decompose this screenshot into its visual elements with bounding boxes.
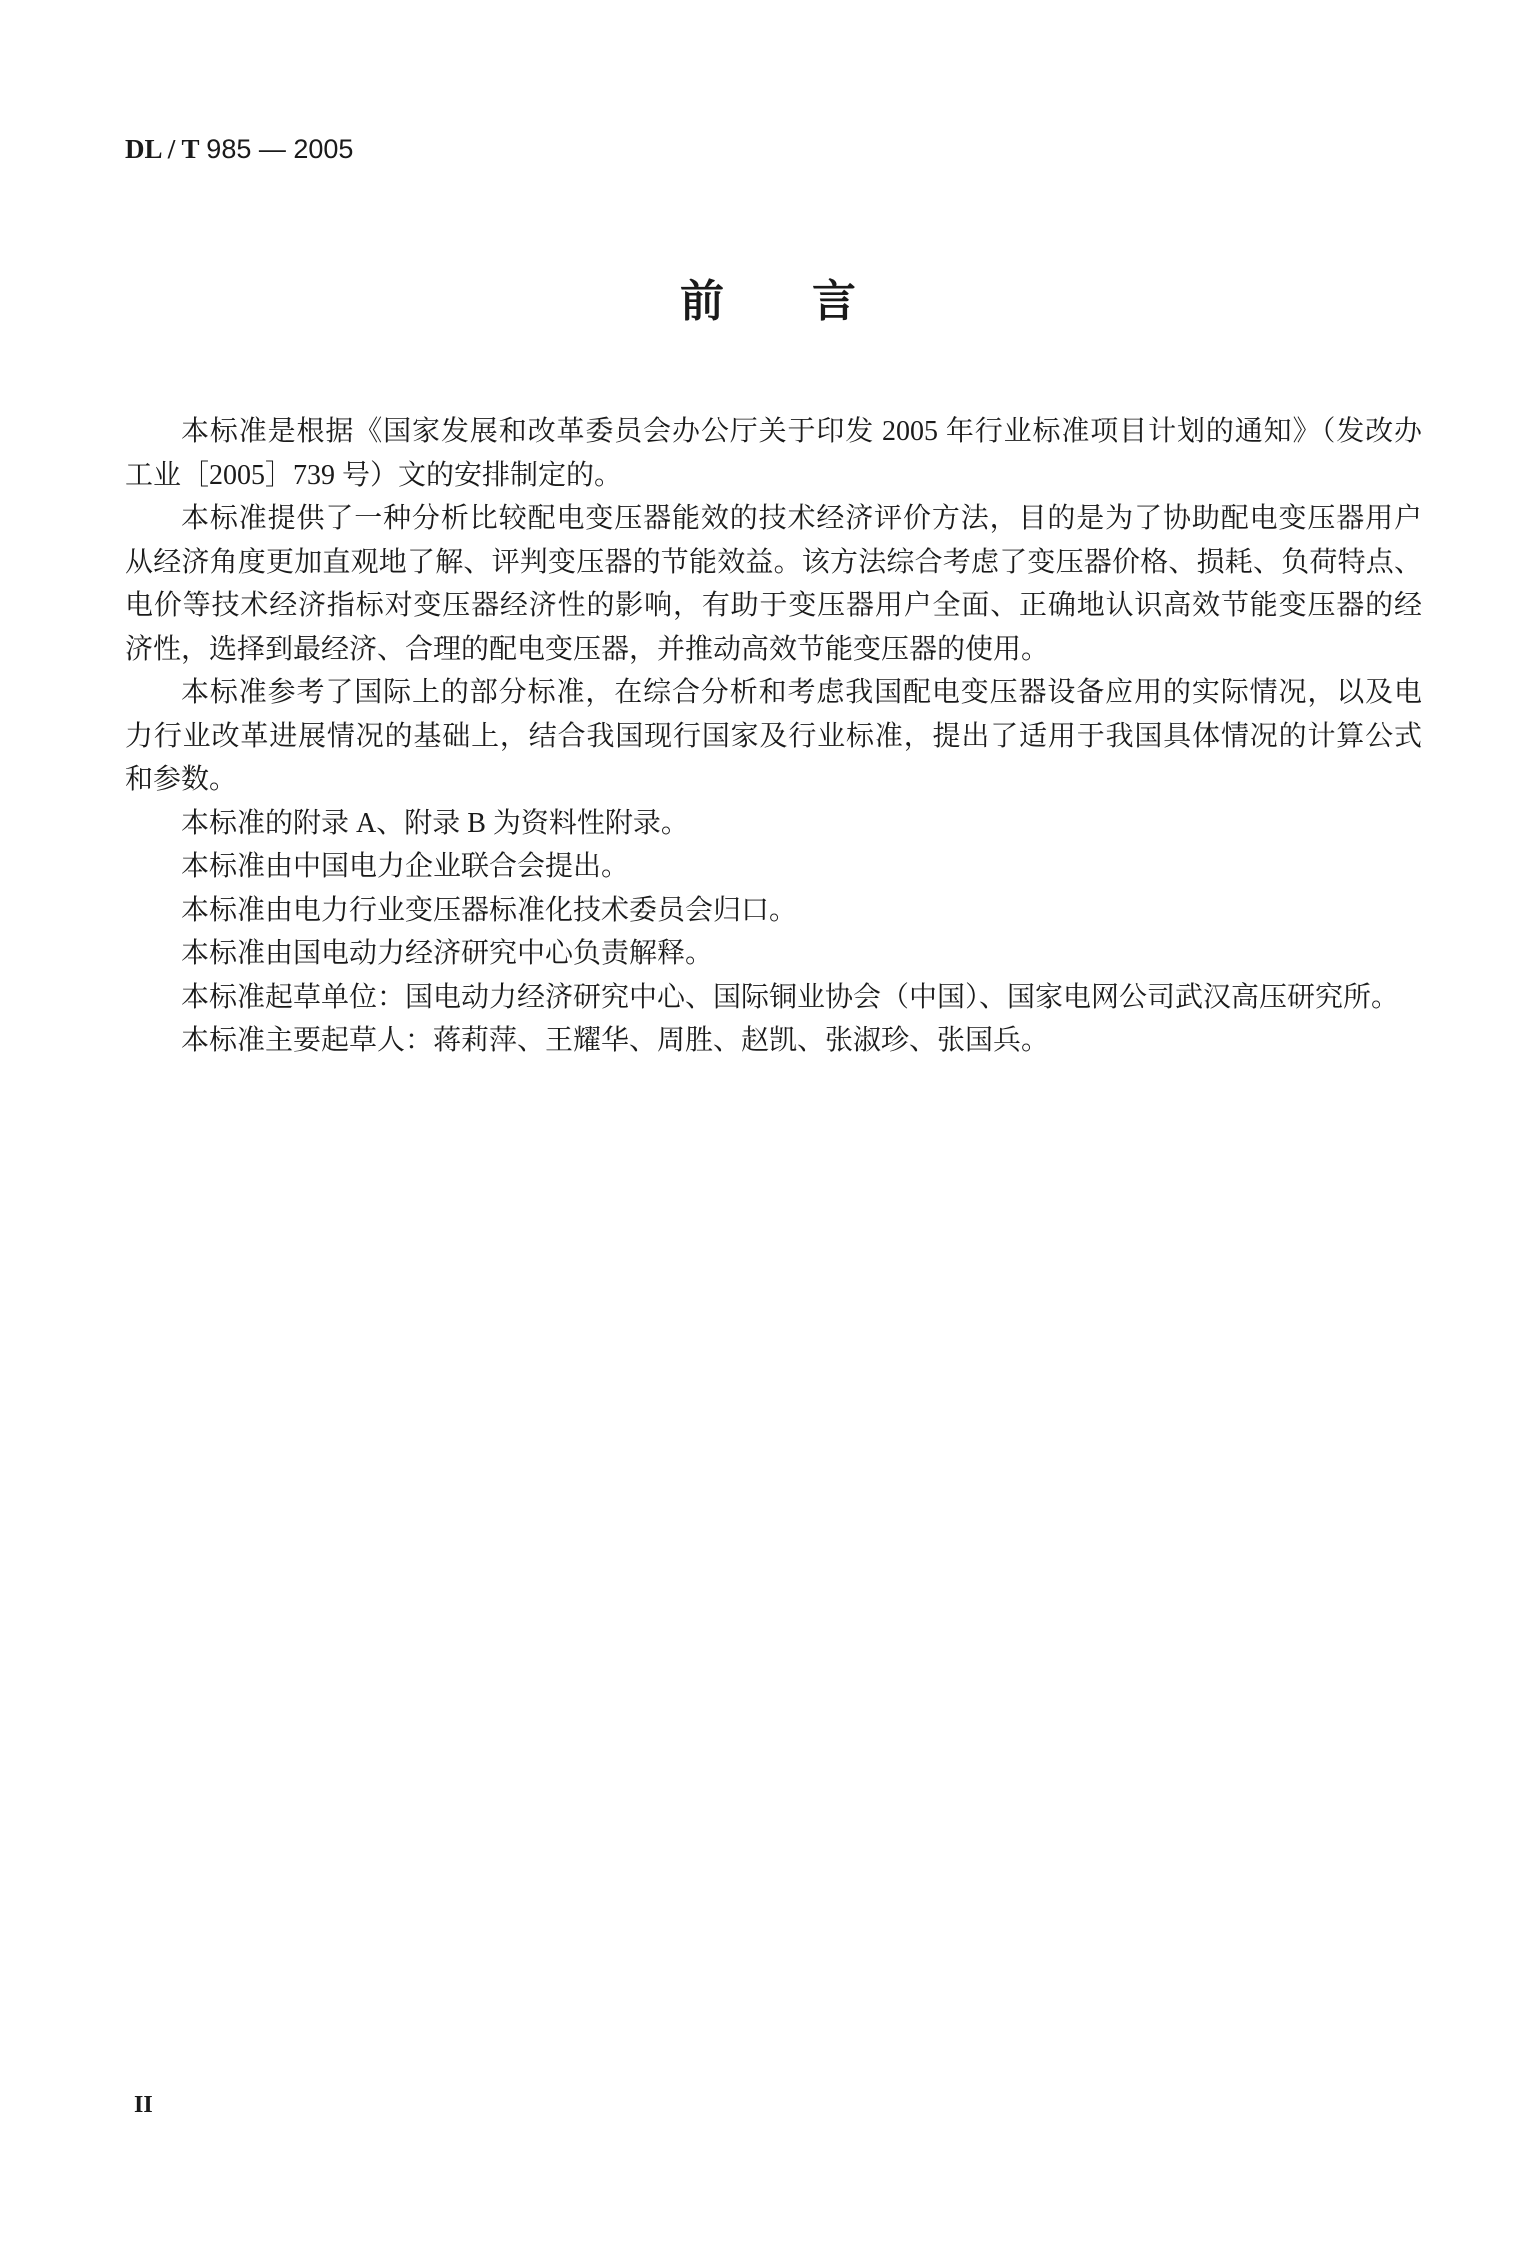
standard-number: 985 — 2005 xyxy=(206,134,354,164)
paragraph-line: 本标准提供了一种分析比较配电变压器能效的技术经济评价方法，目的是为了协助配电变压器用户 xyxy=(181,503,1422,534)
standard-code: DL / T xyxy=(125,134,200,164)
paragraph-line: 本标准由国电动力经济研究中心负责解释。 xyxy=(181,938,714,969)
standard-header xyxy=(125,133,353,165)
paragraph-line: 力行业改革进展情况的基础上，结合我国现行国家及行业标准，提出了适用于我国具体情况的计算公式 xyxy=(125,720,1422,752)
proposer-paragraph xyxy=(125,845,1422,889)
page-number: II xyxy=(134,2092,153,2118)
foreword-paragraph-3 xyxy=(125,671,1422,802)
paragraph-line: 本标准是根据《国家发展和改革委员会办公厅关于印发 2005 年行业标准项目计划的通知》（发改办 xyxy=(181,416,1422,447)
drafting-units-paragraph xyxy=(125,976,1422,1020)
foreword-paragraph-1 xyxy=(125,410,1422,497)
paragraph-line: 工业［2005］739 号）文的安排制定的。 xyxy=(125,459,623,491)
foreword-title: 前 言 xyxy=(680,276,856,327)
paragraph-line: 本标准的附录 A、附录 B 为资料性附录。 xyxy=(181,807,689,839)
foreword-body xyxy=(125,410,1422,1063)
paragraph-line: 本标准由电力行业变压器标准化技术委员会归口。 xyxy=(181,894,798,926)
paragraph-line: 本标准参考了国际上的部分标准，在综合分析和考虑我国配电变压器设备应用的实际情况，以及电 xyxy=(181,677,1422,708)
paragraph-line: 本标准由中国电力企业联合会提出。 xyxy=(181,851,630,882)
foreword-paragraph-2 xyxy=(125,497,1422,671)
centralized-management-paragraph xyxy=(125,889,1422,933)
paragraph-line: 本标准起草单位：国电动力经济研究中心、国际铜业协会（中国）、国家电网公司武汉高压研究所。 xyxy=(181,981,1400,1013)
paragraph-line: 本标准主要起草人：蒋莉萍、王耀华、周胜、赵凯、张淑珍、张国兵。 xyxy=(181,1025,1050,1056)
appendix-note-paragraph xyxy=(125,802,1422,846)
paragraph-line: 济性，选择到最经济、合理的配电变压器，并推动高效节能变压器的使用。 xyxy=(125,633,1050,665)
interpretation-paragraph xyxy=(125,932,1422,976)
paragraph-line: 电价等技术经济指标对变压器经济性的影响，有助于变压器用户全面、正确地认识高效节能变压器的经 xyxy=(125,590,1422,621)
paragraph-line: 和参数。 xyxy=(125,764,238,795)
drafters-paragraph xyxy=(125,1019,1422,1063)
paragraph-line: 从经济角度更加直观地了解、评判变压器的节能效益。该方法综合考虑了变压器价格、损耗、负荷特点、 xyxy=(125,546,1422,578)
